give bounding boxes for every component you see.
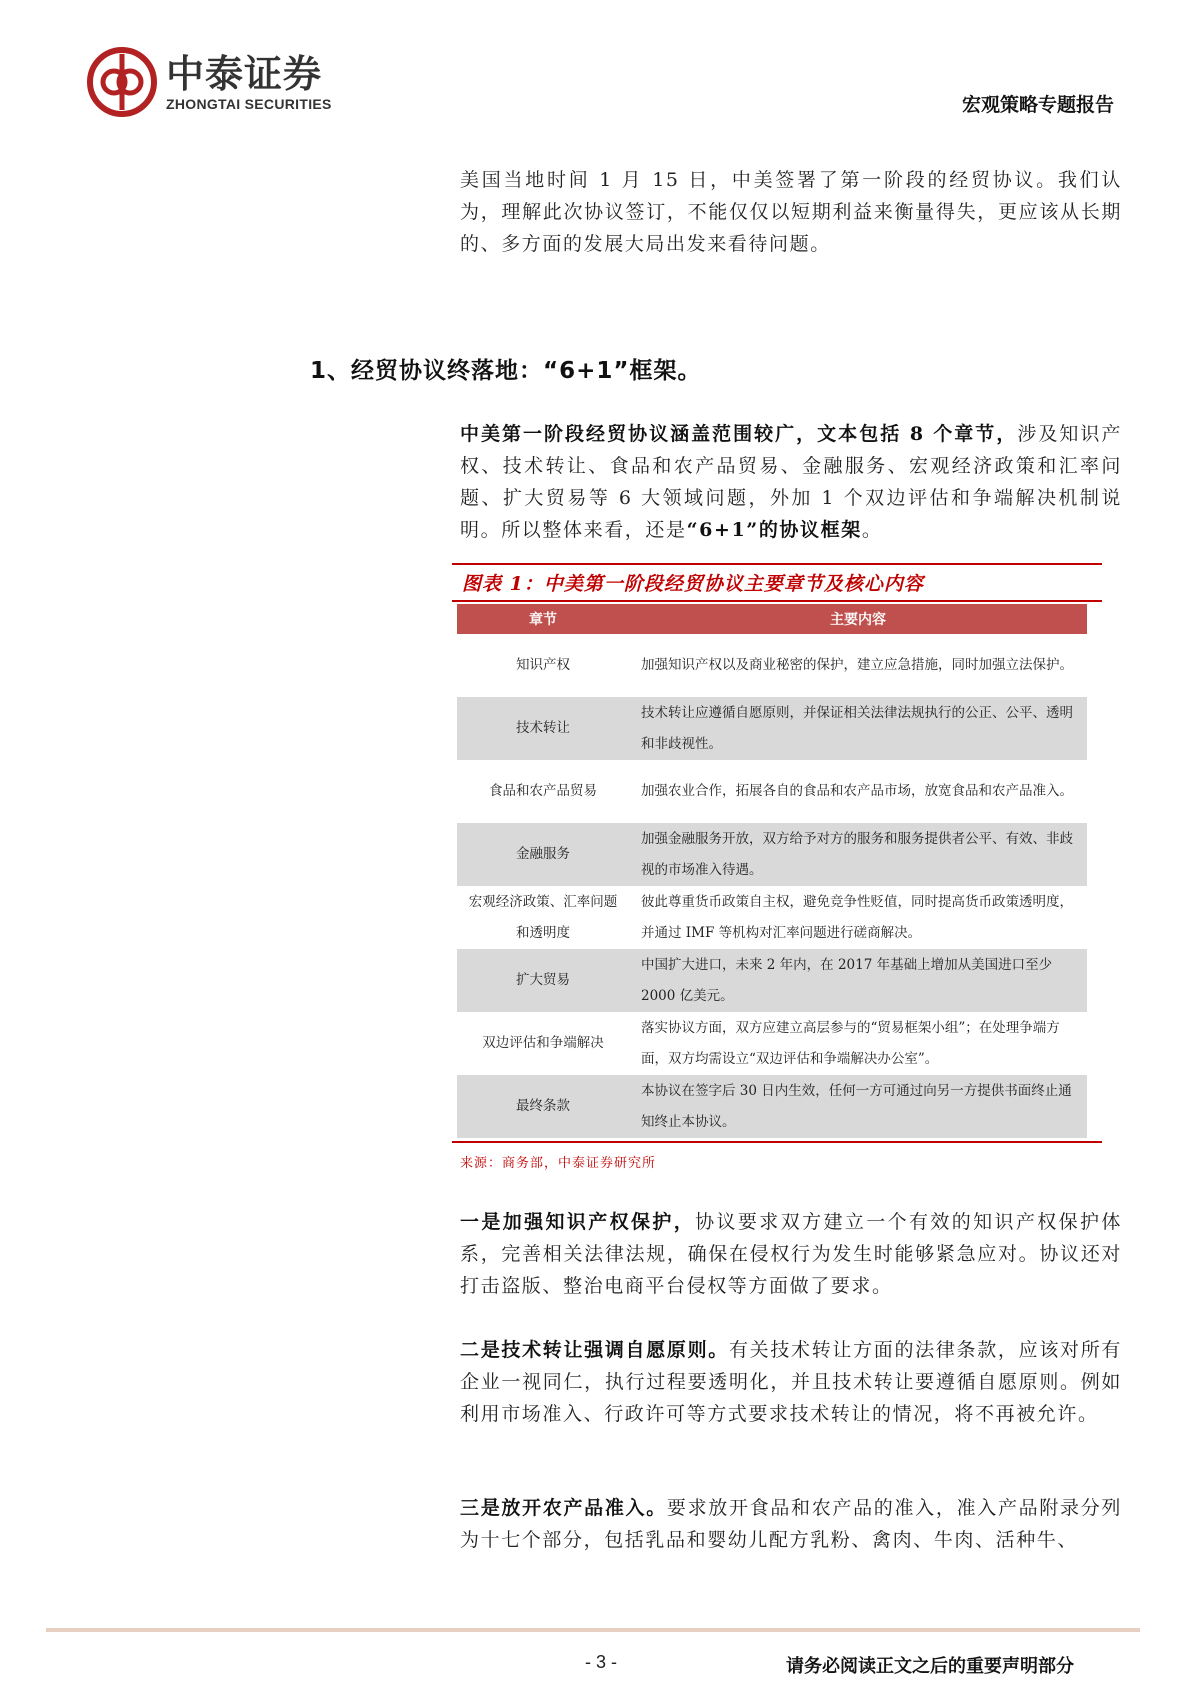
table-row <box>457 634 1087 697</box>
agri-text: 要求放开食品和农产品的准入，准入产品附录分列为十七个部分，包括乳品和婴幼儿配方乳粉、禽肉、牛肉、活种牛、 <box>460 1497 1122 1551</box>
footer-divider <box>46 1628 1140 1632</box>
chapters-table <box>457 604 1087 1138</box>
framework-lead: 中美第一阶段经贸协议涵盖范围较广，文本包括 8 个章节， <box>460 423 1018 445</box>
content-cell: 中国扩大进口，未来 2 年内，在 2017 年基础上增加从美国进口至少 2000 亿美元。 <box>629 949 1087 1012</box>
table-row <box>457 823 1087 886</box>
framework-end: 。 <box>861 519 883 541</box>
chapter-cell: 宏观经济政策、汇率问题和透明度 <box>468 893 618 941</box>
table-row <box>457 886 1087 949</box>
tech-transfer-paragraph <box>460 1334 1122 1430</box>
table-row <box>457 1075 1087 1138</box>
figure-title: 图表 1：中美第一阶段经贸协议主要章节及核心内容 <box>452 563 1102 602</box>
table-row <box>457 949 1087 1012</box>
chapter-cell: 食品和农产品贸易 <box>489 783 597 799</box>
chapter-cell: 扩大贸易 <box>457 949 629 1012</box>
agri-paragraph <box>460 1492 1122 1556</box>
content-cell: 技术转让应遵循自愿原则，并保证相关法律法规执行的公正、公平、透明和非歧视性。 <box>629 697 1087 760</box>
zhongtai-logo-icon <box>86 46 158 118</box>
intro-paragraph: 美国当地时间 1 月 15 日，中美签署了第一阶段的经贸协议。我们认为，理解此次协议签订，不能仅仅以短期利益来衡量得失，更应该从长期的、多方面的发展大局出发来看待问题。 <box>460 169 1122 255</box>
content-cell: 加强知识产权以及商业秘密的保护，建立应急措施，同时加强立法保护。 <box>641 657 1073 673</box>
page-number: - 3 - <box>585 1652 618 1672</box>
table-bottom-rule <box>452 1141 1102 1143</box>
tech-lead: 二是技术转让强调自愿原则。 <box>460 1339 729 1361</box>
framework-highlight: “6+1”的协议框架 <box>686 519 862 541</box>
logo-english-name: ZHONGTAI SECURITIES <box>166 96 332 112</box>
agri-lead: 三是放开农产品准入。 <box>460 1497 667 1519</box>
content-cell: 加强农业合作，拓展各自的食品和农产品市场，放宽食品和农产品准入。 <box>641 783 1073 799</box>
chapter-cell: 技术转让 <box>457 697 629 760</box>
table-row <box>457 1012 1087 1075</box>
ip-text: 协议要求双方建立一个有效的知识产权保护体系，完善相关法律法规，确保在侵权行为发生时能够紧急应对。协议还对打击盗版、整治电商平台侵权等方面做了要求。 <box>460 1211 1122 1297</box>
footer-disclaimer: 请务必阅读正文之后的重要声明部分 <box>786 1656 1074 1677</box>
chapter-cell: 知识产权 <box>516 657 570 673</box>
table-row <box>457 760 1087 823</box>
column-header-chapter: 章节 <box>457 604 629 634</box>
ip-paragraph <box>460 1206 1122 1302</box>
chapter-cell: 双边评估和争端解决 <box>482 1035 604 1051</box>
ip-lead: 一是加强知识产权保护， <box>460 1211 696 1233</box>
chapter-cell: 金融服务 <box>457 823 629 886</box>
content-cell: 加强金融服务开放，双方给予对方的服务和服务提供者公平、有效、非歧视的市场准入待遇。 <box>629 823 1087 886</box>
table-row <box>457 697 1087 760</box>
framework-text: 涉及知识产权、技术转让、食品和农产品贸易、金融服务、宏观经济政策和汇率问题、扩大贸易等 6 大领域问题，外加 1 个双边评估和争端解决机制说明。所以整体来看，还是 <box>460 423 1122 541</box>
section-heading: 1、经贸协议终落地：“6+1”框架。 <box>310 358 702 384</box>
company-logo <box>86 46 332 118</box>
content-cell: 彼此尊重货币政策自主权，避免竞争性贬值，同时提高货币政策透明度，并通过 IMF 等机构对汇率问题进行磋商解决。 <box>641 893 1073 941</box>
chapter-cell: 最终条款 <box>457 1075 629 1138</box>
logo-chinese-name: 中泰证券 <box>166 52 323 96</box>
tech-text: 有关技术转让方面的法律条款，应该对所有企业一视同仁，执行过程要透明化，并且技术转让要遵循自愿原则。例如利用市场准入、行政许可等方式要求技术转让的情况，将不再被允许。 <box>460 1339 1122 1425</box>
framework-paragraph <box>460 418 1122 546</box>
content-cell: 本协议在签字后 30 日内生效，任何一方可通过向另一方提供书面终止通知终止本协议。 <box>629 1075 1087 1138</box>
content-cell: 落实协议方面，双方应建立高层参与的“贸易框架小组”；在处理争端方面，双方均需设立“双边评估和争端解决办公室”。 <box>641 1019 1060 1067</box>
column-header-content: 主要内容 <box>629 604 1087 634</box>
figure-source: 来源：商务部，中泰证券研究所 <box>460 1156 657 1171</box>
report-type-label: 宏观策略专题报告 <box>961 94 1114 116</box>
